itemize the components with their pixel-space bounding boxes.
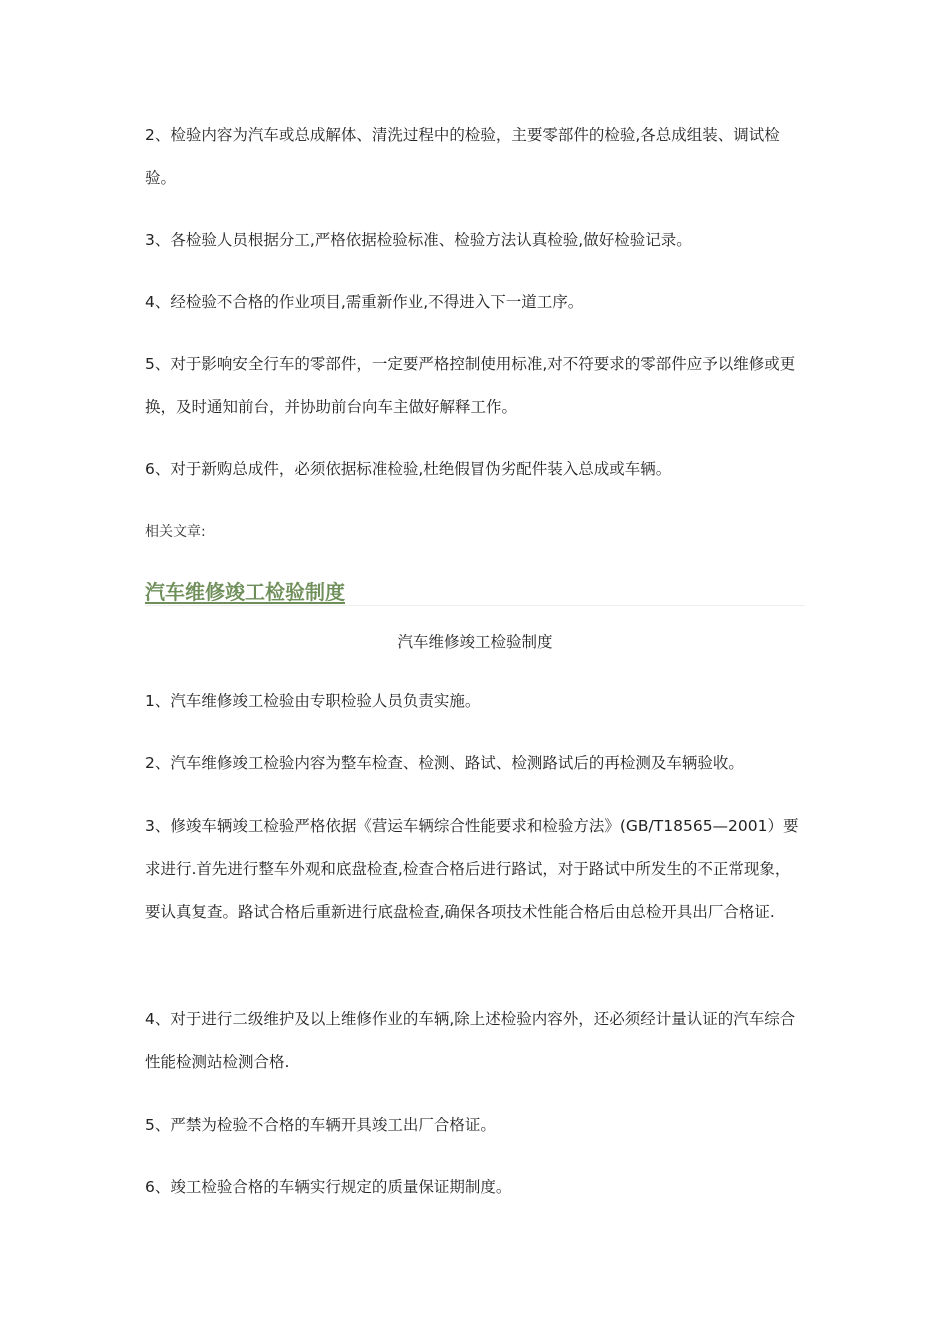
paragraph-warranty-period: 6、竣工检验合格的车辆实行规定的质量保证期制度。 xyxy=(145,1178,512,1196)
related-articles-label: 相关文章: xyxy=(145,524,206,540)
paragraph-certificate-ban: 5、严禁为检验不合格的车辆开具竣工出厂合格证。 xyxy=(145,1116,496,1134)
paragraph-final-inspection-staff: 1、汽车维修竣工检验由专职检验人员负责实施。 xyxy=(145,692,481,710)
paragraph-inspector-duties: 3、各检验人员根据分工,严格依据检验标准、检验方法认真检验,做好检验记录。 xyxy=(145,231,692,249)
paragraph-final-inspection-standard: 3、修竣车辆竣工检验严格依据《营运车辆综合性能要求和检验方法》(GB/T18565—2001）要求进行.首先进行整车外观和底盘检查,检查合格后进行路试，对于路试中所发生的不正常现象，要认真复查。路试合格后重新进行底盘检查,确保各项技术性能合格后由总检开具出厂合格证. xyxy=(145,817,799,921)
article-title-link[interactable]: 汽车维修竣工检验制度 xyxy=(145,580,345,604)
title-divider xyxy=(145,605,805,606)
paragraph-new-assemblies: 6、对于新购总成件，必须依据标准检验,杜绝假冒伪劣配件装入总成或车辆。 xyxy=(145,460,672,478)
paragraph-inspection-content: 2、检验内容为汽车或总成解体、清洗过程中的检验，主要零部件的检验,各总成组装、调试检验。 xyxy=(145,126,780,187)
paragraph-secondary-maintenance: 4、对于进行二级维护及以上维修作业的车辆,除上述检验内容外，还必须经计量认证的汽车综合性能检测站检测合格. xyxy=(145,1010,796,1071)
paragraph-final-inspection-content: 2、汽车维修竣工检验内容为整车检查、检测、路试、检测路试后的再检测及车辆验收。 xyxy=(145,754,744,772)
paragraph-safety-parts: 5、对于影响安全行车的零部件，一定要严格控制使用标准,对不符要求的零部件应予以维修或更换，及时通知前台，并协助前台向车主做好解释工作。 xyxy=(145,355,796,416)
paragraph-rework-rule: 4、经检验不合格的作业项目,需重新作业,不得进入下一道工序。 xyxy=(145,293,584,311)
article-heading: 汽车维修竣工检验制度 xyxy=(397,633,553,651)
